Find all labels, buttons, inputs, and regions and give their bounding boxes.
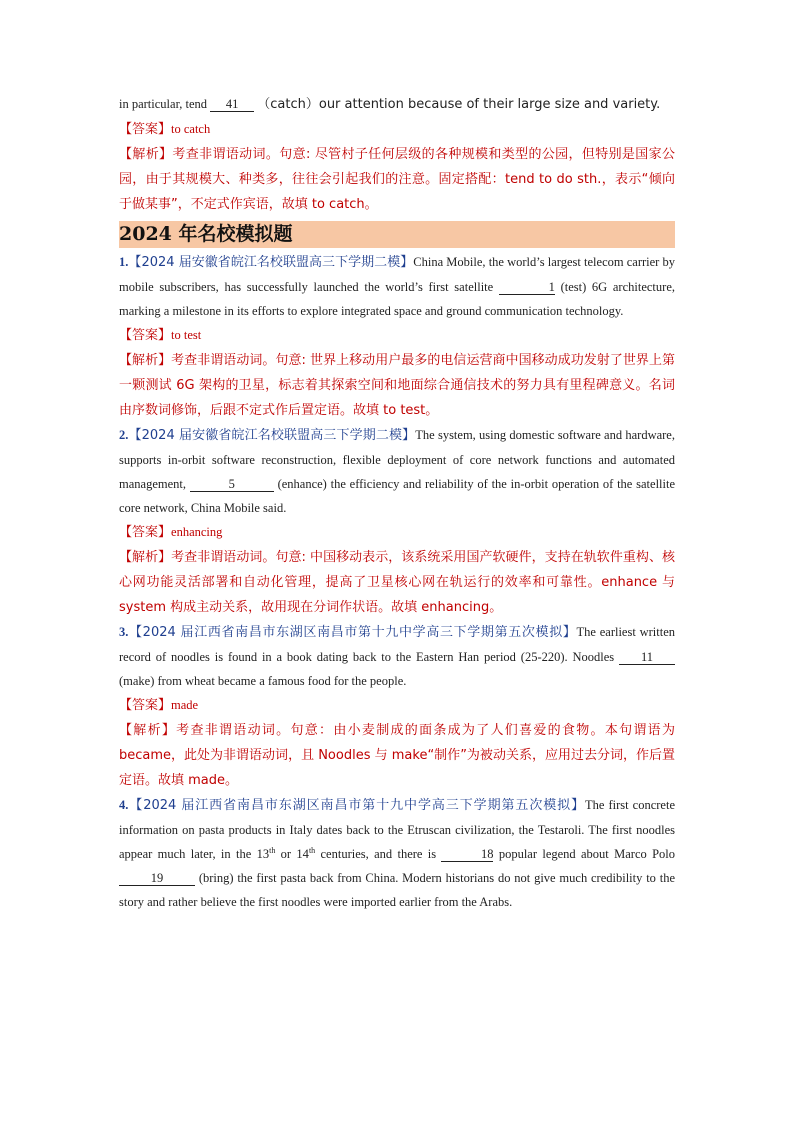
analysis-label: 【解析】 [119, 723, 177, 738]
question-text: （catch）our attention because of their large size and variety. [257, 97, 661, 112]
answer-value: to test [171, 328, 202, 342]
question-text: The earliest written record of noodles is found in a book dating back to the Eastern Han period (25-220). Noodles [119, 625, 676, 664]
question-text: China Mobile, the world’s largest telecom carrier by mobile subscribers, has successfully launched the world’s first satellite [119, 255, 676, 294]
question-text: The system, using domestic software and hardware, supports in-orbit software reconstruction, flexible deployment of core network functions and automated management, [119, 428, 675, 491]
analysis-3 [119, 718, 675, 793]
question-source: 【2024 届安徽省皖江名校联盟高三下学期二模】 [128, 428, 416, 443]
question-text: (enhance) the efficiency and reliability of the in-orbit operation of the satellite core network, China Mobile said. [119, 477, 676, 515]
answer-value: made [171, 698, 199, 712]
answer-blank: 11 [619, 650, 675, 665]
intro-question [119, 92, 675, 117]
analysis-text: 考查非谓语动词。句意：由小麦制成的面条成为了人们喜爱的食物。本句谓语为 became，此处为非谓语动词，且 Noodles 与 make“制作”为被动关系，应用过去分词，作后置定语。故填 made。 [119, 723, 675, 788]
answer-blank: 19 [119, 871, 195, 886]
superscript: th [308, 845, 316, 855]
question-text: (make) from wheat became a famous food for the people. [119, 674, 407, 688]
question-source: 【2024 届江西省南昌市东湖区南昌市第十九中学高三下学期第五次模拟】 [128, 798, 586, 813]
question-number: 2. [119, 428, 129, 442]
answer-3 [119, 693, 675, 718]
answer-label: 【答案】 [119, 525, 172, 540]
document-page [119, 92, 675, 914]
question-text: in particular, tend [119, 97, 208, 111]
question-1 [119, 250, 675, 323]
analysis-label: 【解析】 [119, 353, 172, 368]
superscript: th [269, 845, 276, 855]
question-3 [119, 620, 675, 693]
section-title: 2024 年名校模拟题 [119, 221, 675, 248]
analysis-text: 考查非谓语动词。句意: 尽管村子任何层级的各种规模和类型的公园，但特别是国家公园，由于其规模大、种类多，往往会引起我们的注意。固定搭配：tend to do sth.，表示“倾向于做某事”，不定式作宾语，故填 to catch。 [119, 147, 675, 212]
question-2 [119, 423, 675, 520]
analysis-1 [119, 348, 675, 423]
question-text: or 14 [275, 847, 309, 861]
question-text: (bring) the first pasta back from China. Modern historians do not give much credibility to the story and rather believe the first noodles were imported earlier from the Arabs. [119, 871, 675, 909]
answer-blank: 1 [499, 280, 555, 295]
answer-blank: 18 [441, 847, 493, 862]
answer-value: enhancing [171, 525, 223, 539]
intro-analysis [119, 142, 675, 217]
answer-blank: 41 [210, 97, 254, 112]
analysis-label: 【解析】 [119, 550, 172, 565]
question-number: 3. [119, 625, 129, 639]
answer-label: 【答案】 [119, 328, 172, 343]
question-text: (test) 6G architecture, marking a milestone in its efforts to explore integrated space and ground communication technology. [119, 280, 675, 318]
answer-1 [119, 323, 675, 348]
analysis-2 [119, 545, 675, 620]
analysis-text: 考查非谓语动词。句意: 世界上移动用户最多的电信运营商中国移动成功发射了世界上第一颗测试 6G 架构的卫星，标志着其探索空间和地面综合通信技术的努力具有里程碑意义。名词由序数词修饰，后跟不定式作后置定语。故填 to test。 [119, 353, 675, 418]
analysis-text: 考查非谓语动词。句意: 中国移动表示，该系统采用国产软硬件，支持在轨软件重构、核心网功能灵活部署和自动化管理，提高了卫星核心网在轨运行的效率和可靠性。enhance 与 system 构成主动关系，故用现在分词作状语。故填 enhancing。 [119, 550, 675, 615]
answer-2 [119, 520, 675, 545]
question-source: 【2024 届江西省南昌市东湖区南昌市第十九中学高三下学期第五次模拟】 [128, 625, 577, 640]
question-text: The first concrete information on pasta products in Italy dates back to the Etruscan civilization, the Testaroli. The first noodles appear much later, in the 13 [119, 798, 676, 861]
analysis-label: 【解析】 [119, 147, 173, 162]
question-number: 4. [119, 798, 129, 812]
answer-value: to catch [171, 122, 211, 136]
answer-label: 【答案】 [119, 698, 172, 713]
answer-label: 【答案】 [119, 122, 172, 137]
question-text: popular legend about Marco Polo [498, 847, 676, 861]
question-source: 【2024 届安徽省皖江名校联盟高三下学期二模】 [128, 255, 414, 270]
question-4 [119, 793, 675, 914]
intro-answer [119, 117, 675, 142]
question-text: centuries, and there is [315, 847, 437, 861]
question-number: 1. [119, 255, 129, 269]
answer-blank: 5 [190, 477, 274, 492]
